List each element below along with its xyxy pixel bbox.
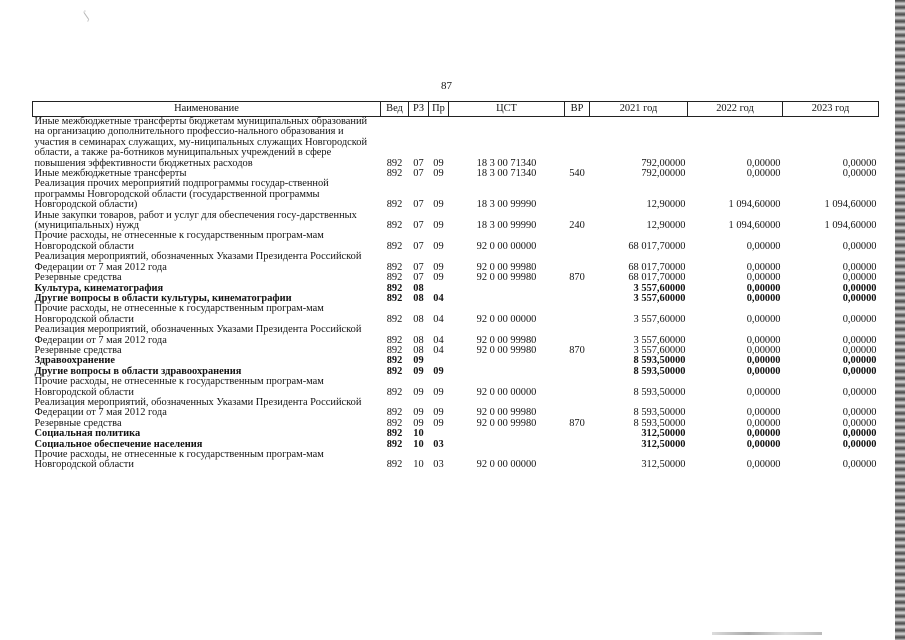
budget-item-name: Другие вопросы в области здравоохранения xyxy=(34,365,242,377)
table-row xyxy=(33,273,879,283)
cst-code: 18 3 00 99990 xyxy=(476,220,537,232)
amount-2021: 312,50000 xyxy=(641,459,686,471)
budget-item-name: Резервные средства xyxy=(34,272,122,284)
header-ved: Вед xyxy=(381,102,409,117)
rz-code: 07 xyxy=(413,240,424,252)
vr-code: 870 xyxy=(569,417,585,429)
pr-code: 09 xyxy=(433,272,444,284)
amount-2021: 792,00000 xyxy=(641,157,686,169)
ved-code: 892 xyxy=(386,334,403,346)
budget-item-name: Социальная политика xyxy=(34,428,141,440)
pr-code: 09 xyxy=(433,386,444,398)
amount-2022: 1 094,60000 xyxy=(728,199,781,211)
cst-code: 92 0 00 00000 xyxy=(476,459,537,471)
vr-code xyxy=(565,367,590,377)
amount-2021: 68 017,70000 xyxy=(628,261,686,273)
ved-code: 892 xyxy=(386,157,403,169)
cst-code xyxy=(449,367,565,377)
table-row xyxy=(33,211,879,232)
vr-code xyxy=(565,252,590,273)
ved-code: 892 xyxy=(386,365,403,377)
pr-code: 09 xyxy=(433,240,444,252)
cst-code: 92 0 00 99980 xyxy=(476,272,537,284)
header-name: Наименование xyxy=(33,102,381,117)
rz-code: 09 xyxy=(413,365,424,377)
pr-code: 03 xyxy=(433,438,444,450)
amount-2023: 0,00000 xyxy=(842,292,877,304)
amount-2023: 0,00000 xyxy=(842,407,877,419)
ved-code: 892 xyxy=(386,292,403,304)
ved-code: 892 xyxy=(386,428,403,440)
ved-code: 892 xyxy=(386,282,403,294)
budget-item-name: Реализация мероприятий, обозначенных Указами Президента Российской Федерации от 7 мая 2012 года xyxy=(34,324,362,346)
cst-code xyxy=(449,440,565,450)
vr-code xyxy=(565,377,590,398)
rz-code: 08 xyxy=(413,282,424,294)
amount-2022: 0,00000 xyxy=(746,459,781,471)
table-row xyxy=(33,231,879,252)
rz-code: 07 xyxy=(413,157,424,169)
budget-item-name: Иные закупки товаров, работ и услуг для обеспечения госу-дарственных (муниципальных) нужд xyxy=(34,209,357,232)
budget-item-name: Другие вопросы в области культуры, кинематографии xyxy=(34,292,292,304)
cst-code: 92 0 00 99980 xyxy=(476,344,537,356)
amount-2021: 312,50000 xyxy=(641,438,686,450)
table-row xyxy=(33,179,879,210)
amount-2021: 68 017,70000 xyxy=(628,272,686,284)
table-row xyxy=(33,304,879,325)
pr-code: 03 xyxy=(433,459,444,471)
table-row xyxy=(33,398,879,419)
ved-code: 892 xyxy=(386,438,403,450)
table-row xyxy=(33,325,879,346)
header-cst: ЦСТ xyxy=(449,102,565,117)
scan-edge xyxy=(895,0,905,640)
amount-2021: 3 557,60000 xyxy=(633,344,686,356)
amount-2022: 0,00000 xyxy=(746,282,781,294)
amount-2022: 0,00000 xyxy=(746,261,781,273)
rz-code: 07 xyxy=(413,272,424,284)
cst-code: 18 3 00 99990 xyxy=(476,199,537,211)
table-row xyxy=(33,450,879,471)
vr-code xyxy=(565,294,590,304)
budget-item-name: Прочие расходы, не отнесенные к государственным програм-мам Новгородской области xyxy=(34,230,324,252)
scan-mark: ʃ xyxy=(80,8,92,22)
vr-code xyxy=(565,117,590,170)
cst-code: 92 0 00 99980 xyxy=(476,417,537,429)
amount-2021: 8 593,50000 xyxy=(633,355,686,367)
amount-2022: 0,00000 xyxy=(746,292,781,304)
amount-2022: 0,00000 xyxy=(746,438,781,450)
pr-code: 09 xyxy=(433,365,444,377)
cst-code xyxy=(449,294,565,304)
budget-item-name: Реализация прочих мероприятий подпрограммы государ-ственной программы Новгородской области (государственной программы Новгородской области) xyxy=(34,178,329,211)
pr-code: 09 xyxy=(433,407,444,419)
vr-code xyxy=(565,356,590,366)
amount-2023: 0,00000 xyxy=(842,168,877,180)
budget-item-name: Прочие расходы, не отнесенные к государственным програм-мам Новгородской области xyxy=(34,303,324,325)
pr-code: 04 xyxy=(433,344,444,356)
amount-2021: 8 593,50000 xyxy=(633,407,686,419)
pr-code: 09 xyxy=(433,168,444,180)
amount-2022: 0,00000 xyxy=(746,334,781,346)
amount-2021: 3 557,60000 xyxy=(633,334,686,346)
amount-2023: 1 094,60000 xyxy=(824,199,877,211)
amount-2023: 0,00000 xyxy=(842,272,877,284)
amount-2021: 12,90000 xyxy=(646,199,686,211)
cst-code: 18 3 00 71340 xyxy=(476,157,537,169)
budget-item-name: Реализация мероприятий, обозначенных Указами Президента Российской Федерации от 7 мая 2012 года xyxy=(34,396,362,419)
amount-2023: 0,00000 xyxy=(842,282,877,294)
cst-code xyxy=(449,429,565,439)
budget-item-name: Резервные средства xyxy=(34,344,122,356)
header-2023: 2023 год xyxy=(783,102,879,117)
amount-2022: 0,00000 xyxy=(746,386,781,398)
rz-code: 07 xyxy=(413,168,424,180)
amount-2023: 0,00000 xyxy=(842,157,877,169)
ved-code: 892 xyxy=(386,199,403,211)
rz-code: 07 xyxy=(413,261,424,273)
table-header-row xyxy=(33,102,879,117)
pr-code: 09 xyxy=(433,199,444,211)
amount-2021: 8 593,50000 xyxy=(633,365,686,377)
amount-2021: 8 593,50000 xyxy=(633,417,686,429)
vr-code xyxy=(565,325,590,346)
pr-code: 09 xyxy=(433,417,444,429)
amount-2021: 68 017,70000 xyxy=(628,240,686,252)
amount-2023: 0,00000 xyxy=(842,365,877,377)
amount-2023: 0,00000 xyxy=(842,344,877,356)
vr-code xyxy=(565,398,590,419)
budget-item-name: Социальное обеспечение населения xyxy=(34,438,203,450)
cst-code xyxy=(449,284,565,294)
pr-code: 04 xyxy=(433,313,444,325)
ved-code: 892 xyxy=(386,272,403,284)
pr-code: 04 xyxy=(433,292,444,304)
vr-code: 870 xyxy=(569,272,585,284)
vr-code xyxy=(565,440,590,450)
amount-2023: 0,00000 xyxy=(842,261,877,273)
table-body xyxy=(33,117,879,471)
budget-table xyxy=(32,101,879,471)
amount-2023: 0,00000 xyxy=(842,334,877,346)
amount-2022: 0,00000 xyxy=(746,272,781,284)
amount-2023: 0,00000 xyxy=(842,313,877,325)
amount-2021: 792,00000 xyxy=(641,168,686,180)
budget-item-name: Культура, кинематография xyxy=(34,282,164,294)
rz-code: 07 xyxy=(413,220,424,232)
ved-code: 892 xyxy=(386,386,403,398)
header-2021: 2021 год xyxy=(590,102,688,117)
cst-code: 92 0 00 00000 xyxy=(476,313,537,325)
ved-code: 892 xyxy=(386,220,403,232)
amount-2022: 0,00000 xyxy=(746,168,781,180)
vr-code xyxy=(565,231,590,252)
budget-item-name: Реализация мероприятий, обозначенных Указами Президента Российской Федерации от 7 мая 2012 года xyxy=(34,251,362,273)
amount-2021: 3 557,60000 xyxy=(633,282,686,294)
vr-code: 540 xyxy=(569,168,585,180)
rz-code: 08 xyxy=(413,292,424,304)
table-row xyxy=(33,377,879,398)
rz-code: 09 xyxy=(413,355,424,367)
amount-2022: 0,00000 xyxy=(746,313,781,325)
amount-2023: 0,00000 xyxy=(842,459,877,471)
vr-code xyxy=(565,179,590,210)
amount-2022: 0,00000 xyxy=(746,240,781,252)
rz-code: 08 xyxy=(413,344,424,356)
amount-2021: 3 557,60000 xyxy=(633,292,686,304)
budget-item-name: Здравоохранение xyxy=(34,355,115,367)
budget-item-name: Резервные средства xyxy=(34,417,122,429)
pr-code: 09 xyxy=(433,261,444,273)
vr-code xyxy=(565,429,590,439)
amount-2022: 0,00000 xyxy=(746,157,781,169)
budget-item-name: Иные межбюджетные трансферты xyxy=(34,168,187,180)
amount-2023: 0,00000 xyxy=(842,438,877,450)
rz-code: 09 xyxy=(413,407,424,419)
amount-2021: 8 593,50000 xyxy=(633,386,686,398)
cst-code: 92 0 00 99980 xyxy=(476,407,537,419)
pr-code: 09 xyxy=(433,220,444,232)
rz-code: 10 xyxy=(413,438,424,450)
ved-code: 892 xyxy=(386,355,403,367)
header-2022: 2022 год xyxy=(688,102,783,117)
amount-2022: 1 094,60000 xyxy=(728,220,781,232)
cst-code: 18 3 00 71340 xyxy=(476,168,537,180)
vr-code xyxy=(565,304,590,325)
amount-2023: 0,00000 xyxy=(842,428,877,440)
amount-2022: 0,00000 xyxy=(746,365,781,377)
header-pr: Пр xyxy=(429,102,449,117)
rz-code: 10 xyxy=(413,459,424,471)
vr-code: 240 xyxy=(569,220,585,232)
ved-code: 892 xyxy=(386,313,403,325)
vr-code xyxy=(565,450,590,471)
amount-2023: 0,00000 xyxy=(842,355,877,367)
pr-code: 04 xyxy=(433,334,444,346)
header-vr: ВР xyxy=(565,102,590,117)
amount-2023: 0,00000 xyxy=(842,417,877,429)
vr-code xyxy=(565,284,590,294)
header-rz: РЗ xyxy=(409,102,429,117)
ved-code: 892 xyxy=(386,417,403,429)
cst-code: 92 0 00 00000 xyxy=(476,240,537,252)
amount-2022: 0,00000 xyxy=(746,417,781,429)
page-number: 87 xyxy=(441,80,452,92)
ved-code: 892 xyxy=(386,344,403,356)
amount-2023: 0,00000 xyxy=(842,240,877,252)
cst-code: 92 0 00 99980 xyxy=(476,334,537,346)
budget-item-name: Прочие расходы, не отнесенные к государственным програм-мам Новгородской области xyxy=(34,376,324,398)
ved-code: 892 xyxy=(386,459,403,471)
ved-code: 892 xyxy=(386,168,403,180)
budget-item-name: Прочие расходы, не отнесенные к государственным програм-мам Новгородской области xyxy=(34,449,324,471)
rz-code: 08 xyxy=(413,334,424,346)
cst-code xyxy=(449,356,565,366)
vr-code: 870 xyxy=(569,344,585,356)
amount-2022: 0,00000 xyxy=(746,344,781,356)
rz-code: 09 xyxy=(413,386,424,398)
rz-code: 08 xyxy=(413,313,424,325)
amount-2023: 0,00000 xyxy=(842,386,877,398)
rz-code: 09 xyxy=(413,417,424,429)
amount-2022: 0,00000 xyxy=(746,355,781,367)
amount-2022: 0,00000 xyxy=(746,428,781,440)
scan-smudge xyxy=(712,632,822,635)
amount-2021: 312,50000 xyxy=(641,428,686,440)
rz-code: 10 xyxy=(413,428,424,440)
amount-2022: 0,00000 xyxy=(746,407,781,419)
table-row xyxy=(33,252,879,273)
amount-2021: 12,90000 xyxy=(646,220,686,232)
ved-code: 892 xyxy=(386,261,403,273)
table-row xyxy=(33,117,879,170)
budget-item-name: Иные межбюджетные трансферты бюджетам муниципальных образований на организацию дополнительного профессио-нального образования и участия в семинарах служащих, му-ниципальных служащих Новгородской области, а также ра-ботников муниципальных учреждений в сфере повышения эффективности бюджетных расходов xyxy=(34,116,368,169)
ved-code: 892 xyxy=(386,407,403,419)
rz-code: 07 xyxy=(413,199,424,211)
cst-code: 92 0 00 00000 xyxy=(476,386,537,398)
amount-2023: 1 094,60000 xyxy=(824,220,877,232)
pr-code: 09 xyxy=(433,157,444,169)
amount-2021: 3 557,60000 xyxy=(633,313,686,325)
cst-code: 92 0 00 99980 xyxy=(476,261,537,273)
ved-code: 892 xyxy=(386,240,403,252)
